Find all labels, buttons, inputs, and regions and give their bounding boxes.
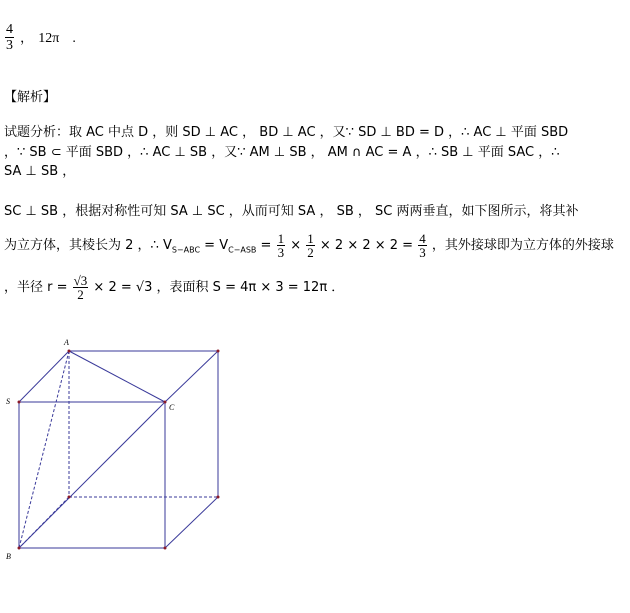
front-face — [19, 402, 165, 548]
answer-fraction — [5, 22, 14, 53]
fraction-radius — [73, 274, 89, 301]
vertex-back-bottom-left — [68, 496, 71, 499]
fraction-denominator: 3 — [6, 38, 13, 53]
vertex-back-bottom-right — [217, 496, 220, 499]
volume-text-e: × 2 × 2 × 2 = — [315, 238, 418, 253]
analysis-line-3: SA ⊥ SB ， — [4, 164, 76, 179]
edge-bottom-right — [165, 497, 218, 548]
answer-second-value: 12π — [38, 31, 60, 46]
answer-line — [4, 22, 76, 53]
fraction-denominator: 2 — [307, 245, 314, 260]
volume-text-f: ，其外接球即为立方体的外接球 — [427, 238, 614, 253]
fraction-one-half — [306, 232, 315, 259]
fraction-four-thirds — [418, 232, 427, 259]
volume-text-a: 为立方体，其棱长为 2 ，∴ V — [4, 238, 172, 253]
edge-B-C — [19, 402, 165, 548]
vertex-back-top-right — [217, 350, 220, 353]
answer-separator: ， — [20, 31, 34, 46]
label-A: A — [64, 338, 69, 347]
hidden-edge-B — [19, 497, 69, 548]
vertex-B — [18, 547, 21, 550]
volume-subscript-1: S−ABC — [171, 245, 201, 255]
volume-subscript-2: C−ASB — [228, 245, 257, 255]
analysis-line-5 — [4, 232, 614, 264]
fraction-one-third — [277, 232, 286, 259]
fraction-numerator: 4 — [419, 231, 426, 246]
fraction-denominator: 3 — [277, 245, 285, 260]
hidden-edge-A-B — [19, 351, 69, 548]
analysis-line-6 — [4, 274, 344, 301]
fraction-numerator: √3 — [73, 273, 88, 288]
vertex-S — [18, 401, 21, 404]
volume-text-d: × — [286, 238, 306, 253]
fraction-numerator: 1 — [307, 231, 314, 246]
edge-A-C — [69, 351, 165, 402]
analysis-line-4: SC ⊥ SB ，根据对称性可知 SA ⊥ SC ，从而可知 SA ， SB ， SC 两两垂直，如下图所示，将其补 — [4, 204, 579, 219]
section-label: 【解析】 — [4, 90, 57, 105]
fraction-numerator: 4 — [6, 22, 13, 37]
vertex-C — [164, 401, 167, 404]
edge-A-S — [19, 351, 69, 402]
volume-text-c: = — [256, 238, 276, 253]
volume-text-b: = V — [200, 238, 229, 253]
vertex-A — [68, 350, 71, 353]
radius-text-a: ，半径 r = — [4, 280, 72, 295]
fraction-denominator: 2 — [77, 287, 84, 302]
answer-end: . — [72, 31, 76, 46]
radius-text-b: × 2 = √3 ，表面积 S = 4π × 3 = 12π ． — [89, 280, 345, 295]
label-C: C — [169, 403, 175, 412]
analysis-line-2: ，∵ SB ⊂ 平面 SBD ，∴ AC ⊥ SB ，又∵ AM ⊥ SB ， AM ∩ AC = A ，∴ SB ⊥ 平面 SAC ，∴ — [4, 145, 560, 160]
label-S: S — [6, 397, 10, 406]
fraction-denominator: 3 — [419, 245, 426, 260]
label-B: B — [6, 552, 11, 561]
analysis-line-1: 试题分析：取 AC 中点 D ，则 SD ⊥ AC ， BD ⊥ AC ，又∵ SD ⊥ BD = D ，∴ AC ⊥ 平面 SBD — [4, 125, 569, 140]
edge-top-right — [165, 351, 218, 402]
vertex-front-bottom-right — [164, 547, 167, 550]
fraction-numerator: 1 — [277, 231, 285, 246]
